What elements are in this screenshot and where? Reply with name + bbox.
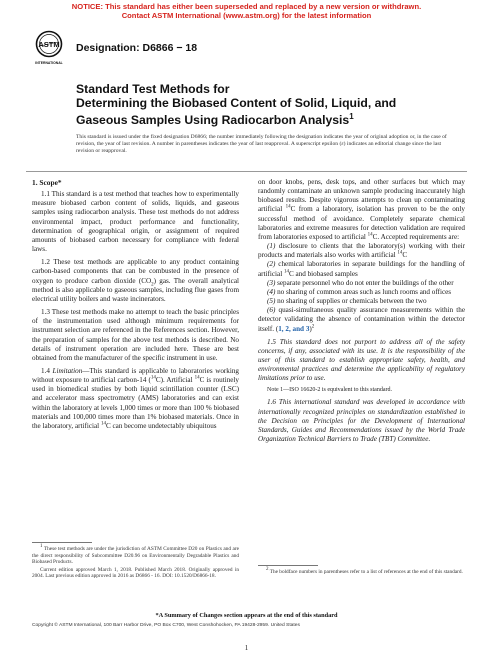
title-line-3: Gaseous Samples Using Radiocarbon Analysis — [76, 113, 350, 128]
section-1-6: 1.6 This international standard was developed in accordance with internationally recognized principles on standardization established in the Decision on Principles for the Development of International Standards, Guides and Recommendations issued by the World Trade Organization Technical Barriers to Trade (TBT) Committee. — [258, 398, 465, 444]
issuance-note: This standard is issued under the fixed designation D6866; the number immediately following the designation indicates the year of original adoption or, in the case of revision, the year of last revision. A number in parentheses indicates the year of last reapproval. A superscript epsilon (ε) indicates an editorial change since the last revision or reapproval. — [76, 134, 447, 154]
section-1-4: 1.4 Limitation—This standard is applicable to laboratories working without exposure to artificial carbon-14 ($^{14}$C). Artificial $^{14}$C is routinely used in biomedical studies by both liquid scintillation counter (LSC) and accelerator mass spectrometry (AMS) laboratories and can exist within the laboratory at levels 1,000 times or more than 100 % biobased materials and 100,000 times more than 1% biobased materials. Once in the laboratory, artificial $^{14}$C can become undetectably ubiquitous — [32, 366, 239, 430]
notice-line-1: NOTICE: This standard has either been superseded and replaced by a new version or withdrawn. — [71, 2, 422, 11]
footnote-2: $^2$ The boldface numbers in parentheses refer to a list of references at the end of this standard. — [266, 567, 463, 575]
footnote-1: $^1$ These test methods are under the jurisdiction of ASTM Committee D20 on Plastics and are the direct responsibility of Subcommittee D20.96 on Environmentally Degradable Plastics and Biobased Products. — [32, 544, 239, 565]
left-column — [32, 178, 239, 431]
title-footnote-mark[interactable]: 1 — [349, 112, 354, 121]
summary-of-changes-notice: *A Summary of Changes section appears at the end of this standard — [155, 612, 338, 619]
title-line-2: Determining the Biobased Content of Solid, Liquid, and — [76, 96, 397, 110]
svg-text:ASTM: ASTM — [38, 40, 60, 49]
requirement-1: (1) disclosure to clients that the laboratory(s) working with their products and materials also works with artificial $^{14}$C — [258, 242, 465, 260]
scope-heading: 1. Scope* — [32, 178, 62, 187]
section-1-1: 1.1 This standard is a test method that teaches how to experimentally measure biobased carbon content of solids, liquids, and gaseous samples using radiocarbon analysis. These test methods do not address environmental impact, product performance and functionality, determination of geographical origin, or assignment of required amounts of biobased carbon necessary for compliance with federal laws. — [32, 190, 239, 254]
designation: Designation: D6866 − 18 — [76, 42, 198, 54]
right-column — [258, 178, 465, 444]
requirement-4: (4) no sharing of common areas such as lunch rooms and offices — [267, 287, 452, 296]
notice-line-2: Contact ASTM International (www.astm.org) for the latest information — [121, 11, 372, 20]
page-number: 1 — [244, 644, 249, 652]
left-footnotes — [32, 542, 239, 581]
footnote-divider — [32, 542, 92, 543]
section-1-5: 1.5 This standard does not purport to address all of the safety concerns, if any, associated with its use. It is the responsibility of the user of this standard to establish appropriate safety, health, and environmental practices and determine the applicability of regulatory limitations prior to use. — [258, 337, 465, 383]
title-line-1: Standard Test Methods for — [76, 82, 230, 96]
footnote-1-edition: Current edition approved March 1, 2018. Published March 2018. Originally approved in 2004. Last previous edition approved in 2016 as D6866 - 16. DOI: 10.1520/D6866-18. — [32, 566, 239, 579]
section-1-2: 1.2 These test methods are applicable to any product containing carbon-based components that can be combusted in the presence of oxygen to produce carbon dioxide $(CO_2)$ gas. The overall analytical method is also applicable to gaseous samples, including flue gases from electrical utility boilers and waste incinerators. — [32, 258, 239, 303]
requirement-5: (5) no sharing of supplies or chemicals between the two — [267, 297, 427, 306]
reference-links[interactable]: 1, 2, and 3 — [278, 324, 310, 333]
footnote-divider-right — [258, 565, 318, 566]
right-footnotes — [258, 565, 465, 577]
withdrawn-notice — [0, 2, 493, 20]
svg-text:INTERNATIONAL: INTERNATIONAL — [35, 61, 63, 65]
copyright-line: Copyright © ASTM International, 100 Barr Harbor Drive, PO Box C700, West Conshohocken, PA 19428-2959. United States — [32, 623, 300, 628]
requirement-6: (6) quasi-simultaneous quality assurance measurements within the detector validating the absence of contamination within the detector itself. (1, 2, and 3)$^2$ — [258, 306, 465, 333]
header-divider — [26, 171, 467, 172]
section-1-4-continued: on door knobs, pens, desk tops, and other surfaces but which may randomly contaminate an unknown sample producing inaccurately high biobased results. Despite vigorous attempts to clean up contaminating artificial $^{14}$C from a laboratory, isolation has proven to be the only successful method of avoidance. Completely separate chemical laboratories and extreme measures for detection validation are required from laboratories exposed to artificial $^{14}$C. Accepted requirements are: — [258, 178, 465, 241]
requirement-2: (2) chemical laboratories in separate buildings for the handling of artificial $^{14}$C and biobased samples — [258, 260, 465, 278]
section-1-3: 1.3 These test methods make no attempt to teach the basic principles of the instrumentation used although minimum requirements for instrument selection are referenced in the References section. However, the preparation of samples for the above test methods is described. No details of instrument operation are included here. These are best obtained from the manufacturer of the specific instrument in use. — [32, 308, 239, 362]
requirement-3: (3) separate personnel who do not enter the buildings of the other — [267, 278, 454, 287]
document-title — [76, 82, 456, 127]
note-1: Note 1—ISO 16620-2 is equivalent to this standard. — [267, 387, 392, 394]
astm-logo — [34, 30, 64, 68]
